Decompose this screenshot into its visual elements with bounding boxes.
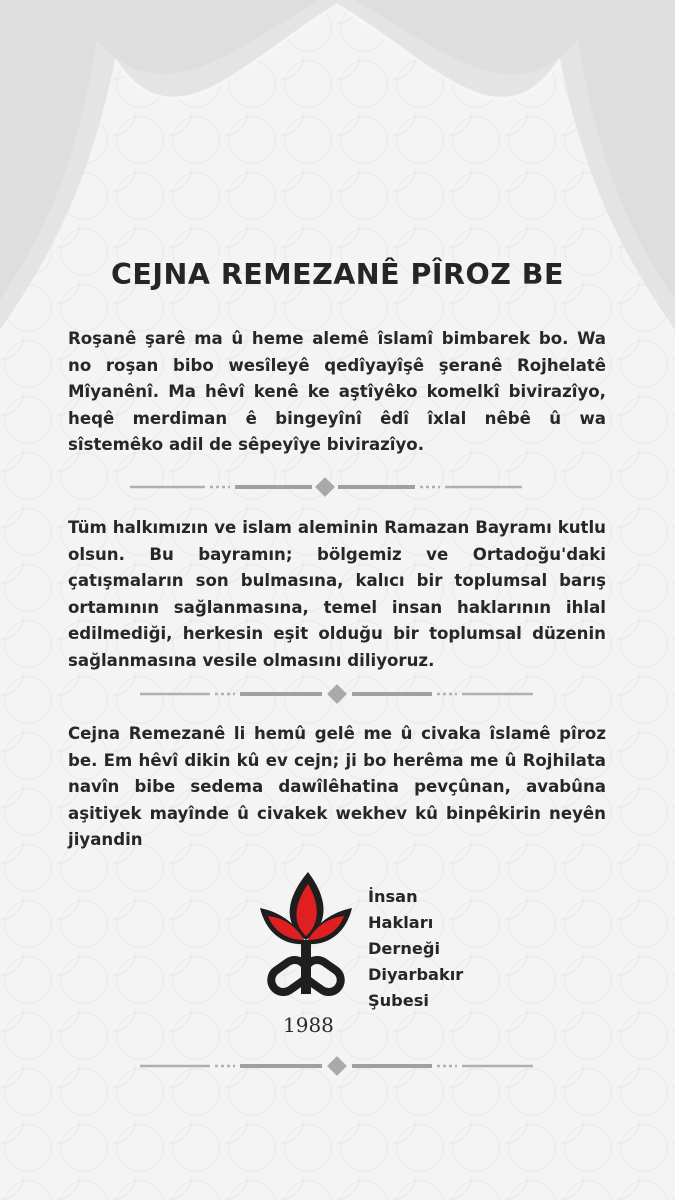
paragraph-zazaki: Cejna Remezanê li hemû gelê me û civaka îslamê pîroz be. Em hêvî dikin kû ev cejn; ji bo herêma me û Rojhilata navîn bibe sedema dawîlêhatina pevçûnan, avabûna aşitiyek mayînde û civakek wekhev kû binpêkirin neyên jiyandin (68, 724, 606, 849)
decorative-arch (0, 0, 675, 360)
divider-1 (0, 476, 675, 498)
organization-name-line: Diyarbakır (368, 965, 464, 984)
ihd-logo (256, 868, 356, 1013)
organization-name-line: Hakları (368, 913, 434, 932)
organization-name-line: Şubesi (368, 991, 429, 1010)
paragraph-turkish: Tüm halkımızın ve islam aleminin Ramazan Bayramı kutlu olsun. Bu bayramın; bölgemiz ve Ortadoğu'daki çatışmaların son bulmasına, kalıcı bir toplumsal barış ortamının sağlanmasına, temel insan haklarının ihlal edilmediği, herkesin eşit olduğu bir toplumsal düzenin sağlanmasına vesile olmasını diliyoruz. (68, 518, 606, 670)
divider-2 (0, 683, 675, 705)
organization-name-line: Derneği (368, 939, 441, 958)
organization-name-line: İnsan (368, 887, 418, 906)
founded-year: 1988 (283, 1013, 334, 1037)
paragraph-kurmanji: Roşanê şarê ma û heme alemê îslamî bimbarek bo. Wa no roşan bibo wesîleyê qedîyayîşê şeranê Rojhelatê Mîyanênî. Ma hêvî kenê ke aştîyêko komelkî bivirazîyo, heqê merdiman ê bingeyînî êdî îxlal nêbê û wa sîstemêko adil de sêpeyîye bivirazîyo. (68, 329, 606, 454)
page-title: CEJNA REMEZANÊ PÎROZ BE (111, 258, 564, 291)
organization-name (368, 884, 463, 1014)
divider-3 (0, 1055, 675, 1077)
